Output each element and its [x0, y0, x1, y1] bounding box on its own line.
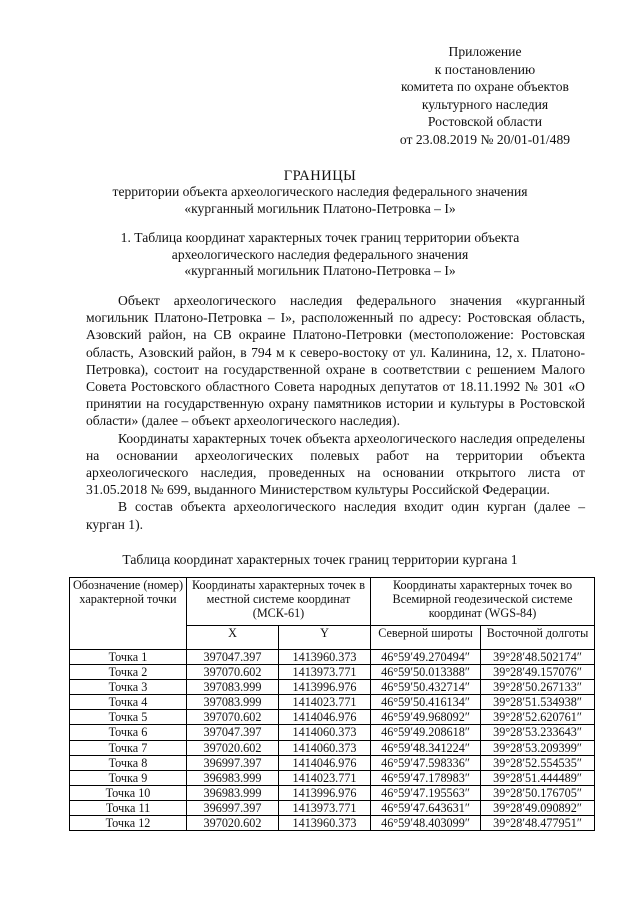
subtitle-line: «курганный могильник Платоно-Петровка – I» [184, 200, 456, 216]
appendix-line: от 23.08.2019 № 20/01-01/489 [399, 131, 571, 147]
cell-lat: 46°59′47.643631″ [371, 800, 481, 815]
header-wgs: Координаты характерных точек во Всемирной геодезической системе координат (WGS-84) [371, 578, 595, 626]
table-row [70, 650, 595, 665]
header-lat: Северной широты [371, 626, 481, 650]
body-text [86, 292, 585, 533]
cell-y: 1414023.771 [279, 770, 371, 785]
table-row [70, 740, 595, 755]
cell-y: 1414023.771 [279, 695, 371, 710]
section-heading [0, 230, 640, 280]
table-row [70, 665, 595, 680]
section-line: 1. Таблица координат характерных точек границ территории объекта [120, 230, 520, 245]
table-row [70, 695, 595, 710]
header-msk: Координаты характерных точек в местной системе координат (МСК-61) [187, 578, 371, 626]
cell-lon: 39°28′49.090892″ [481, 800, 595, 815]
cell-x: 397020.602 [187, 740, 279, 755]
cell-lat: 46°59′48.403099″ [371, 816, 481, 831]
table-caption: Таблица координат характерных точек границ территории кургана 1 [122, 552, 518, 567]
paragraph: Объект археологического наследия федерального значения «курганный могильник Платоно-Петровка – I», расположенный по адресу: Ростовская область, Азовский район, на СВ окраине Платоно-Петровки (местоположение: Ростовская область, Азовский район, в 794 м к северо-востоку от ул. Калинина, 12, х. Платоно-Петровка), состоит на государственной охране в соответствии с решением Малого Совета Ростовского областного Совета народных депутатов от 18.11.1992 № 301 «О принятии на государственную охрану памятников истории и культуры в Ростовской области» (далее – объект археологического наследия). [86, 293, 585, 429]
cell-point: Точка 2 [70, 665, 187, 680]
cell-point: Точка 3 [70, 680, 187, 695]
cell-lon: 39°28′51.444489″ [481, 770, 595, 785]
cell-y: 1414060.373 [279, 740, 371, 755]
cell-x: 396997.397 [187, 755, 279, 770]
cell-point: Точка 4 [70, 695, 187, 710]
cell-lon: 39°28′49.157076″ [481, 665, 595, 680]
cell-lon: 39°28′53.209399″ [481, 740, 595, 755]
cell-y: 1413996.976 [279, 785, 371, 800]
cell-lon: 39°28′48.502174″ [481, 650, 595, 665]
cell-lat: 46°59′50.432714″ [371, 680, 481, 695]
cell-lat: 46°59′50.416134″ [371, 695, 481, 710]
header-lon: Восточной долготы [481, 626, 595, 650]
cell-x: 397047.397 [187, 725, 279, 740]
cell-point: Точка 1 [70, 650, 187, 665]
cell-lat: 46°59′49.968092″ [371, 710, 481, 725]
cell-point: Точка 6 [70, 725, 187, 740]
table-row [70, 710, 595, 725]
appendix-line: культурного наследия [421, 96, 549, 112]
cell-x: 397083.999 [187, 695, 279, 710]
header-point: Обозначение (номер) характерной точки [70, 578, 187, 650]
cell-y: 1413973.771 [279, 665, 371, 680]
cell-lat: 46°59′47.195563″ [371, 785, 481, 800]
cell-lon: 39°28′50.267133″ [481, 680, 595, 695]
cell-y: 1414060.373 [279, 725, 371, 740]
cell-lon: 39°28′48.477951″ [481, 816, 595, 831]
cell-y: 1414046.976 [279, 710, 371, 725]
coordinates-table [69, 577, 595, 831]
cell-lon: 39°28′53.233643″ [481, 725, 595, 740]
header-y: Y [279, 626, 371, 650]
paragraph: Координаты характерных точек объекта археологического наследия определены на основании археологических полевых работ на территории объекта археологического наследия, проведенных на основании открытого листа от 31.05.2018 № 699, выданного Министерством культуры Российской Федерации. [86, 430, 585, 498]
cell-x: 397020.602 [187, 816, 279, 831]
table-row [70, 755, 595, 770]
appendix-line: к постановлению [434, 61, 536, 77]
cell-x: 396997.397 [187, 800, 279, 815]
table-row [70, 725, 595, 740]
cell-lon: 39°28′52.554535″ [481, 755, 595, 770]
subtitle-line: территории объекта археологического наследия федерального значения [112, 184, 528, 199]
cell-x: 397047.397 [187, 650, 279, 665]
cell-y: 1414046.976 [279, 755, 371, 770]
cell-x: 396983.999 [187, 785, 279, 800]
cell-point: Точка 9 [70, 770, 187, 785]
cell-point: Точка 5 [70, 710, 187, 725]
cell-lat: 46°59′50.013388″ [371, 665, 481, 680]
table-row [70, 770, 595, 785]
cell-lon: 39°28′52.620761″ [481, 710, 595, 725]
cell-point: Точка 10 [70, 785, 187, 800]
header-x: X [187, 626, 279, 650]
cell-lat: 46°59′48.341224″ [371, 740, 481, 755]
cell-point: Точка 11 [70, 800, 187, 815]
cell-y: 1413960.373 [279, 816, 371, 831]
table-row [70, 816, 595, 831]
document-subtitle [0, 184, 640, 217]
cell-y: 1413960.373 [279, 650, 371, 665]
cell-x: 397083.999 [187, 680, 279, 695]
cell-lon: 39°28′51.534938″ [481, 695, 595, 710]
cell-point: Точка 8 [70, 755, 187, 770]
cell-point: Точка 7 [70, 740, 187, 755]
appendix-block [385, 43, 585, 149]
cell-y: 1413996.976 [279, 680, 371, 695]
cell-x: 396983.999 [187, 770, 279, 785]
cell-x: 397070.602 [187, 710, 279, 725]
cell-lat: 46°59′47.178983″ [371, 770, 481, 785]
section-line: «курганный могильник Платоно-Петровка – I» [184, 263, 456, 278]
cell-x: 397070.602 [187, 665, 279, 680]
table-body [70, 650, 595, 831]
table-row [70, 680, 595, 695]
appendix-line: Приложение [448, 44, 522, 59]
document-title: ГРАНИЦЫ [283, 168, 357, 184]
cell-lat: 46°59′49.270494″ [371, 650, 481, 665]
cell-lat: 46°59′49.208618″ [371, 725, 481, 740]
appendix-line: комитета по охране объектов [401, 79, 569, 95]
table-row [70, 785, 595, 800]
cell-lon: 39°28′50.176705″ [481, 785, 595, 800]
cell-point: Точка 12 [70, 816, 187, 831]
cell-y: 1413973.771 [279, 800, 371, 815]
cell-lat: 46°59′47.598336″ [371, 755, 481, 770]
section-line: археологического наследия федерального значения [171, 246, 469, 262]
paragraph: В состав объекта археологического наследия входит один курган (далее – курган 1). [86, 499, 585, 532]
appendix-line: Ростовской области [427, 114, 543, 130]
table-row [70, 800, 595, 815]
